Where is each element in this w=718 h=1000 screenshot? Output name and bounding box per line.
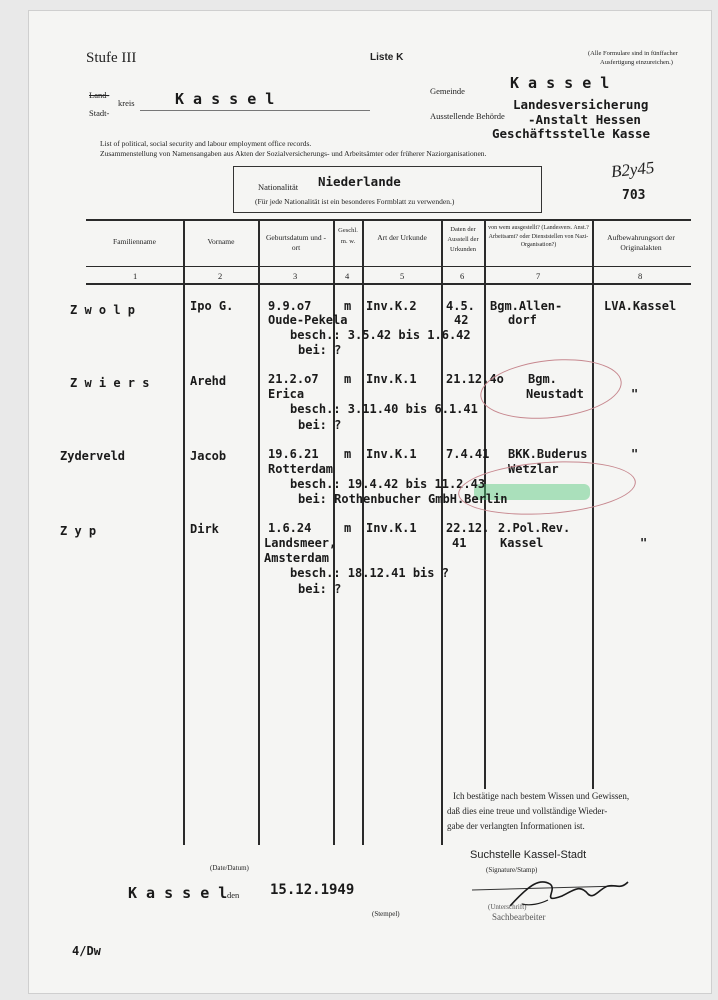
record-4-archive: " xyxy=(640,536,648,550)
col-header-aussteller: von wem ausgestellt? (Landesvers. Anst.? Arbeitsamt? oder Dienststellen von Nazi-Organisation?) xyxy=(488,225,589,248)
den-label: den xyxy=(227,890,240,900)
behoerde-line-1: Landesversicherung xyxy=(513,97,649,112)
record-2-name: Z w i e r s xyxy=(70,376,150,390)
record-2-date-1: 21.12.4o xyxy=(446,372,504,386)
record-3-archive: " xyxy=(631,447,639,461)
kreis-value: K a s s e l xyxy=(175,90,275,108)
column-divider-5 xyxy=(441,219,443,845)
signature-label: (Signature/Stamp) xyxy=(486,866,538,874)
confirmation-line-3: gabe der verlangten Informationen ist. xyxy=(447,821,585,831)
confirmation-line-2: daß dies eine treue und vollständige Wieder- xyxy=(447,806,608,816)
record-1-issuer-1: Bgm.Allen- xyxy=(490,299,563,313)
record-2-bei: bei: ? xyxy=(298,418,342,432)
col-header-urkunde: Art der Urkunde xyxy=(377,233,427,242)
record-4-date-1: 22.12. xyxy=(446,521,490,535)
column-divider-1 xyxy=(183,219,185,845)
top-note-1: (Alle Formulare sind in fünffacher xyxy=(588,50,678,57)
stadt-label: Stadt- xyxy=(89,108,110,118)
record-3-name: Zyderveld xyxy=(60,449,126,463)
signer-name: Suchstelle Kassel-Stadt xyxy=(470,849,587,861)
land-label: Land- xyxy=(89,90,110,100)
behoerde-line-3: Geschäftsstelle Kasse xyxy=(492,126,651,141)
record-1-birth-place: Oude-Pekela xyxy=(268,313,348,327)
handwritten-code: B2y45 xyxy=(610,157,656,182)
record-3-birth-place: Rotterdam xyxy=(268,462,334,476)
record-1-vorname: Ipo G. xyxy=(190,299,234,313)
record-4-urkunde: Inv.K.1 xyxy=(366,521,417,535)
record-4-birth-place-2: Amsterdam xyxy=(264,551,330,565)
col-number-7: 7 xyxy=(536,271,541,281)
sachbearbeiter-label: Sachbearbeiter xyxy=(492,912,546,922)
record-1-bei: bei: ? xyxy=(298,343,342,357)
liste-label: Liste K xyxy=(370,52,404,63)
record-1-urkunde: Inv.K.2 xyxy=(366,299,417,313)
table-header-rule xyxy=(86,266,691,267)
top-note-2: Ausfertigung einzureichen.) xyxy=(600,59,673,66)
col-number-6: 6 xyxy=(460,271,465,281)
record-3-date-1: 7.4.41 xyxy=(446,447,490,461)
col-number-5: 5 xyxy=(400,271,405,281)
column-divider-4 xyxy=(362,219,364,845)
record-3-vorname: Jacob xyxy=(190,449,227,463)
record-2-sex: m xyxy=(344,372,352,386)
kreis-label: kreis xyxy=(118,98,135,108)
record-2-vorname: Arehd xyxy=(190,374,227,388)
record-2-issuer-1: Bgm. xyxy=(528,372,557,386)
record-2-issuer-2: Neustadt xyxy=(526,387,584,401)
record-2-birth-date: 21.2.o7 xyxy=(268,372,319,386)
stufe-label: Stufe III xyxy=(86,50,137,66)
col-header-aufbewahrungsort: Aufbewahrungsort der Originalakten xyxy=(607,233,675,252)
col-header-geschlecht: Geschl. m. w. xyxy=(338,227,358,245)
record-3-urkunde: Inv.K.1 xyxy=(366,447,417,461)
list-description-de: Zusammenstellung von Namensangaben aus Akten der Sozialversicherungs- und Arbeitsämter oder früherer Naziorganisationen. xyxy=(100,149,487,158)
record-4-issuer-2: Kassel xyxy=(500,536,544,550)
col-number-1: 1 xyxy=(133,271,138,281)
record-2-urkunde: Inv.K.1 xyxy=(366,372,417,386)
col-header-vorname: Vorname xyxy=(207,237,235,246)
record-3-issuer-2: Wetzlar xyxy=(508,462,559,476)
kreis-underline xyxy=(140,110,370,111)
record-4-sex: m xyxy=(344,521,352,535)
record-1-sex: m xyxy=(344,299,352,313)
gemeinde-value: K a s s e l xyxy=(510,74,610,92)
nationality-label: Nationalität xyxy=(258,182,299,192)
col-number-8: 8 xyxy=(638,271,643,281)
unterschrift-label: (Unterschrift) xyxy=(488,903,527,911)
stempel-label: (Stempel) xyxy=(372,910,400,918)
list-description-en: List of political, social security and labour employment office records. xyxy=(100,139,312,148)
record-2-birth-place: Erica xyxy=(268,387,305,401)
record-2-archive: " xyxy=(631,387,639,401)
behoerde-line-2: -Anstalt Hessen xyxy=(528,112,641,127)
record-3-issuer-1: BKK.Buderus xyxy=(508,447,588,461)
nationality-note: (Für jede Nationalität ist ein besonderes Formblatt zu verwenden.) xyxy=(255,197,455,206)
record-4-birth-place: Landsmeer, xyxy=(264,536,337,550)
date-label: (Date/Datum) xyxy=(210,864,249,872)
record-3-birth-date: 19.6.21 xyxy=(268,447,319,461)
date-value: 15.12.1949 xyxy=(270,882,355,898)
place-value: K a s s e l xyxy=(128,884,228,902)
record-4-name: Z y p xyxy=(60,524,97,538)
col-header-familienname: Familienname xyxy=(113,237,156,246)
gemeinde-label: Gemeinde xyxy=(430,86,465,96)
record-4-besch: besch.: 18.12.41 bis ? xyxy=(290,566,449,580)
record-4-birth-date: 1.6.24 xyxy=(268,521,312,535)
reference-code: 4/Dw xyxy=(72,944,101,958)
confirmation-line-1: Ich bestätige nach bestem Wissen und Gewissen, xyxy=(453,791,630,801)
record-1-name: Z w o l p xyxy=(70,303,136,317)
col-number-3: 3 xyxy=(293,271,298,281)
record-1-date-1: 4.5. xyxy=(446,299,475,313)
record-4-date-2: 41 xyxy=(452,536,467,550)
col-number-4: 4 xyxy=(345,271,350,281)
record-3-sex: m xyxy=(344,447,352,461)
record-1-archive: LVA.Kassel xyxy=(604,299,677,313)
record-3-besch: besch.: 19.4.42 bis 11.2.43 xyxy=(290,477,486,491)
document-number: 703 xyxy=(622,188,646,203)
col-header-geburtsdatum: Geburtsdatum und -ort xyxy=(266,233,326,252)
record-4-bei: bei: ? xyxy=(298,582,342,596)
record-1-besch: besch.: 3.5.42 bis 1.6.42 xyxy=(290,328,471,342)
record-1-issuer-2: dorf xyxy=(508,313,537,327)
col-header-daten: Daten der Ausstell der Urkunden xyxy=(447,226,479,253)
record-4-vorname: Dirk xyxy=(190,522,219,536)
record-4-issuer-1: 2.Pol.Rev. xyxy=(498,521,571,535)
column-divider-2 xyxy=(258,219,260,845)
col-number-2: 2 xyxy=(218,271,223,281)
nationality-value: Niederlande xyxy=(318,174,401,189)
record-1-date-2: 42 xyxy=(454,313,469,327)
record-2-besch: besch.: 3.11.40 bis 6.1.41 xyxy=(290,402,478,416)
table-number-rule xyxy=(86,283,691,285)
record-3-bei: bei: Rothenbucher GmbH.Berlin xyxy=(298,492,508,506)
record-1-birth-date: 9.9.o7 xyxy=(268,299,312,313)
table-top-rule xyxy=(86,219,691,221)
behoerde-label: Ausstellende Behörde xyxy=(430,111,505,121)
